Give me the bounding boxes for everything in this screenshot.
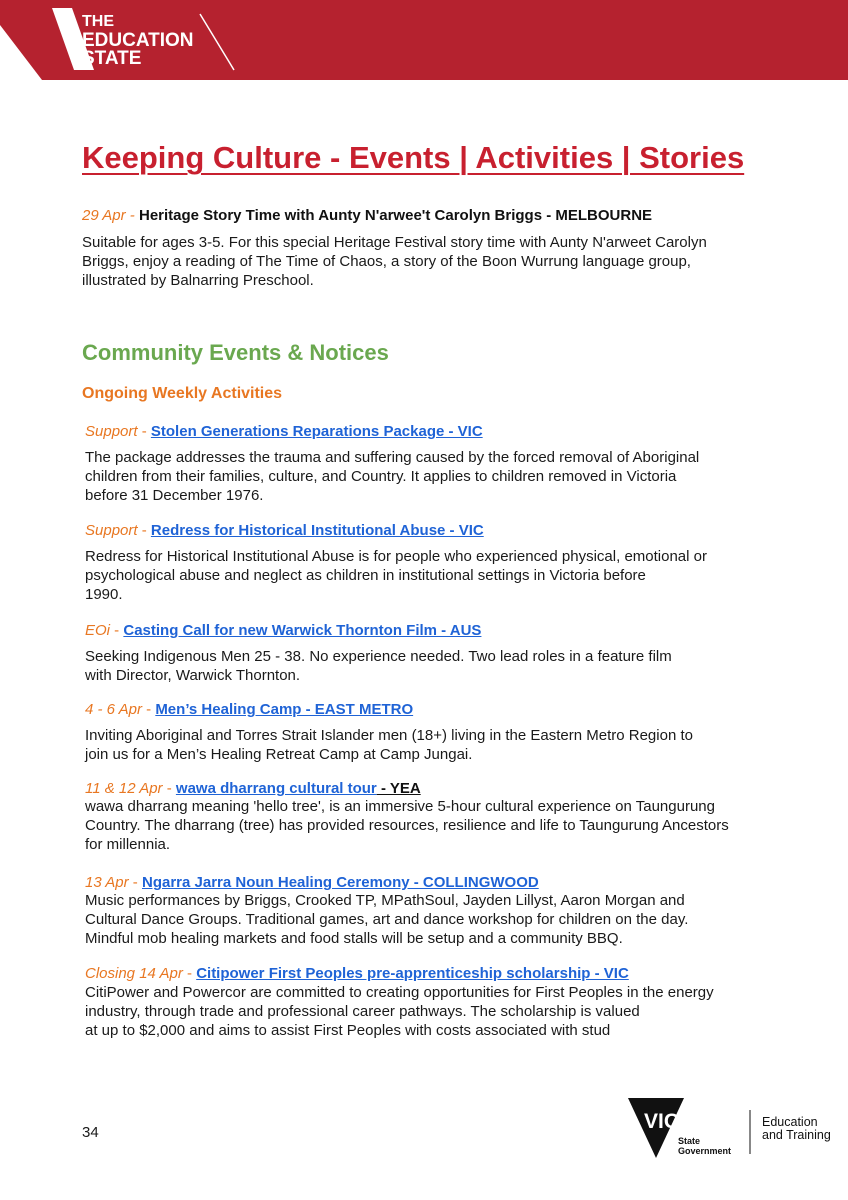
svg-text:STATE: STATE bbox=[82, 48, 142, 69]
item-heading bbox=[85, 521, 484, 540]
svg-text:EDUCATION: EDUCATION bbox=[82, 30, 194, 51]
item-link[interactable]: Men’s Healing Camp - EAST METRO bbox=[155, 701, 414, 718]
body-line: Inviting Aboriginal and Torres Strait Islander men (18+) living in the Eastern Metro Region to bbox=[85, 727, 693, 744]
body-line: Seeking Indigenous Men 25 - 38. No experience needed. Two lead roles in a feature film bbox=[85, 648, 672, 665]
item-prefix: Support bbox=[85, 423, 138, 440]
svg-text:Education: Education bbox=[762, 1115, 818, 1129]
item-link[interactable]: Ngarra Jarra Noun Healing Ceremony - COLLINGWOOD bbox=[141, 874, 539, 891]
item-link[interactable]: Redress for Historical Institutional Abuse - VIC bbox=[150, 522, 484, 539]
body-line: join us for a Men’s Healing Retreat Camp at Camp Jungai. bbox=[85, 746, 473, 763]
item-link[interactable]: Stolen Generations Reparations Package - VIC bbox=[150, 423, 483, 440]
item-separator: - bbox=[182, 965, 197, 982]
item-heading bbox=[85, 873, 539, 892]
body-line: psychological abuse and neglect as children in institutional settings in Victoria before bbox=[85, 567, 646, 584]
body-line: Redress for Historical Institutional Abuse is for people who experienced physical, emotional or bbox=[85, 548, 707, 565]
item-body bbox=[85, 547, 775, 604]
item-heading bbox=[85, 621, 481, 640]
item-prefix: EOi bbox=[85, 622, 111, 639]
body-line: Cultural Dance Groups. Traditional games, art and dance workshop for children on the day. bbox=[85, 911, 689, 928]
item-separator: - bbox=[162, 780, 176, 797]
body-line: Music performances by Briggs, Crooked TP, MPathSoul, Jayden Lillyst, Aaron Morgan and bbox=[85, 892, 685, 909]
item-prefix: 11 & 12 Apr bbox=[85, 780, 163, 797]
item-link[interactable]: Citipower First Peoples pre-apprenticeship scholarship - VIC bbox=[196, 965, 629, 982]
item-separator: - bbox=[110, 622, 124, 639]
heritage-event-body bbox=[82, 233, 772, 290]
item-separator: - bbox=[128, 874, 142, 891]
body-line: Suitable for ages 3-5. For this special Heritage Festival story time with Aunty N'arweet Carolyn bbox=[82, 234, 707, 251]
item-separator: - bbox=[137, 423, 151, 440]
body-line: wawa dharrang meaning 'hello tree', is an immersive 5-hour cultural experience on Taungurung bbox=[85, 798, 715, 815]
item-separator: - bbox=[137, 522, 151, 539]
body-line: Country. The dharrang (tree) has provided resources, resilience and life to Taungurung Ancestors bbox=[85, 817, 729, 834]
item-body bbox=[85, 647, 775, 685]
header-banner bbox=[0, 0, 848, 80]
event-title: Heritage Story Time with Aunty N'arwee't Carolyn Briggs - MELBOURNE bbox=[138, 207, 653, 224]
body-line: illustrated by Balnarring Preschool. bbox=[82, 272, 314, 289]
victoria-government-logo bbox=[626, 1092, 836, 1164]
subsection-title: Ongoing Weekly Activities bbox=[82, 385, 283, 402]
body-line: The package addresses the trauma and suffering caused by the forced removal of Aboriginal bbox=[85, 449, 700, 466]
body-line: industry, through trade and professional career pathways. The scholarship is valued bbox=[85, 1003, 640, 1020]
item-suffix[interactable]: - YEA bbox=[376, 780, 421, 797]
svg-text:and Training: and Training bbox=[762, 1128, 831, 1142]
svg-text:Government: Government bbox=[678, 1146, 732, 1156]
heritage-event-heading bbox=[82, 206, 652, 225]
item-body bbox=[85, 983, 775, 1040]
item-body bbox=[85, 797, 775, 854]
body-line: 1990. bbox=[85, 586, 123, 603]
item-heading bbox=[85, 964, 629, 983]
event-date: 29 Apr - bbox=[82, 207, 135, 224]
body-line: with Director, Warwick Thornton. bbox=[85, 667, 301, 684]
body-line: CitiPower and Powercor are committed to creating opportunities for First Peoples in the energy bbox=[85, 984, 714, 1001]
body-line: children from their families, culture, and Country. It applies to children removed in Victoria bbox=[85, 468, 677, 485]
item-body bbox=[85, 726, 775, 764]
svg-text:VICTORIA: VICTORIA bbox=[644, 1110, 744, 1133]
body-line: at up to $2,000 and aims to assist First Peoples with costs associated with stud bbox=[85, 1022, 611, 1039]
section-title: Community Events & Notices bbox=[82, 340, 389, 365]
item-heading bbox=[85, 422, 483, 441]
svg-text:State: State bbox=[678, 1136, 701, 1146]
item-prefix: 4 - 6 Apr bbox=[85, 701, 142, 718]
item-heading bbox=[85, 779, 421, 798]
item-body bbox=[85, 448, 775, 505]
item-body bbox=[85, 891, 775, 948]
page-title: Keeping Culture - Events | Activities | Stories bbox=[82, 140, 745, 175]
body-line: Mindful mob healing markets and food stalls will be setup and a community BBQ. bbox=[85, 930, 623, 947]
item-link[interactable]: wawa dharrang cultural tour bbox=[175, 780, 377, 797]
item-link[interactable]: Casting Call for new Warwick Thornton Film - AUS bbox=[123, 622, 482, 639]
body-line: before 31 December 1976. bbox=[85, 487, 264, 504]
item-prefix: 13 Apr bbox=[85, 874, 129, 891]
item-prefix: Closing 14 Apr bbox=[85, 965, 183, 982]
item-separator: - bbox=[141, 701, 156, 718]
item-heading bbox=[85, 700, 413, 719]
page-number: 34 bbox=[82, 1124, 99, 1141]
body-line: for millennia. bbox=[85, 836, 171, 853]
item-prefix: Support bbox=[85, 522, 138, 539]
body-line: Briggs, enjoy a reading of The Time of Chaos, a story of the Boon Wurrung language group, bbox=[82, 253, 691, 270]
svg-text:THE: THE bbox=[82, 13, 114, 30]
